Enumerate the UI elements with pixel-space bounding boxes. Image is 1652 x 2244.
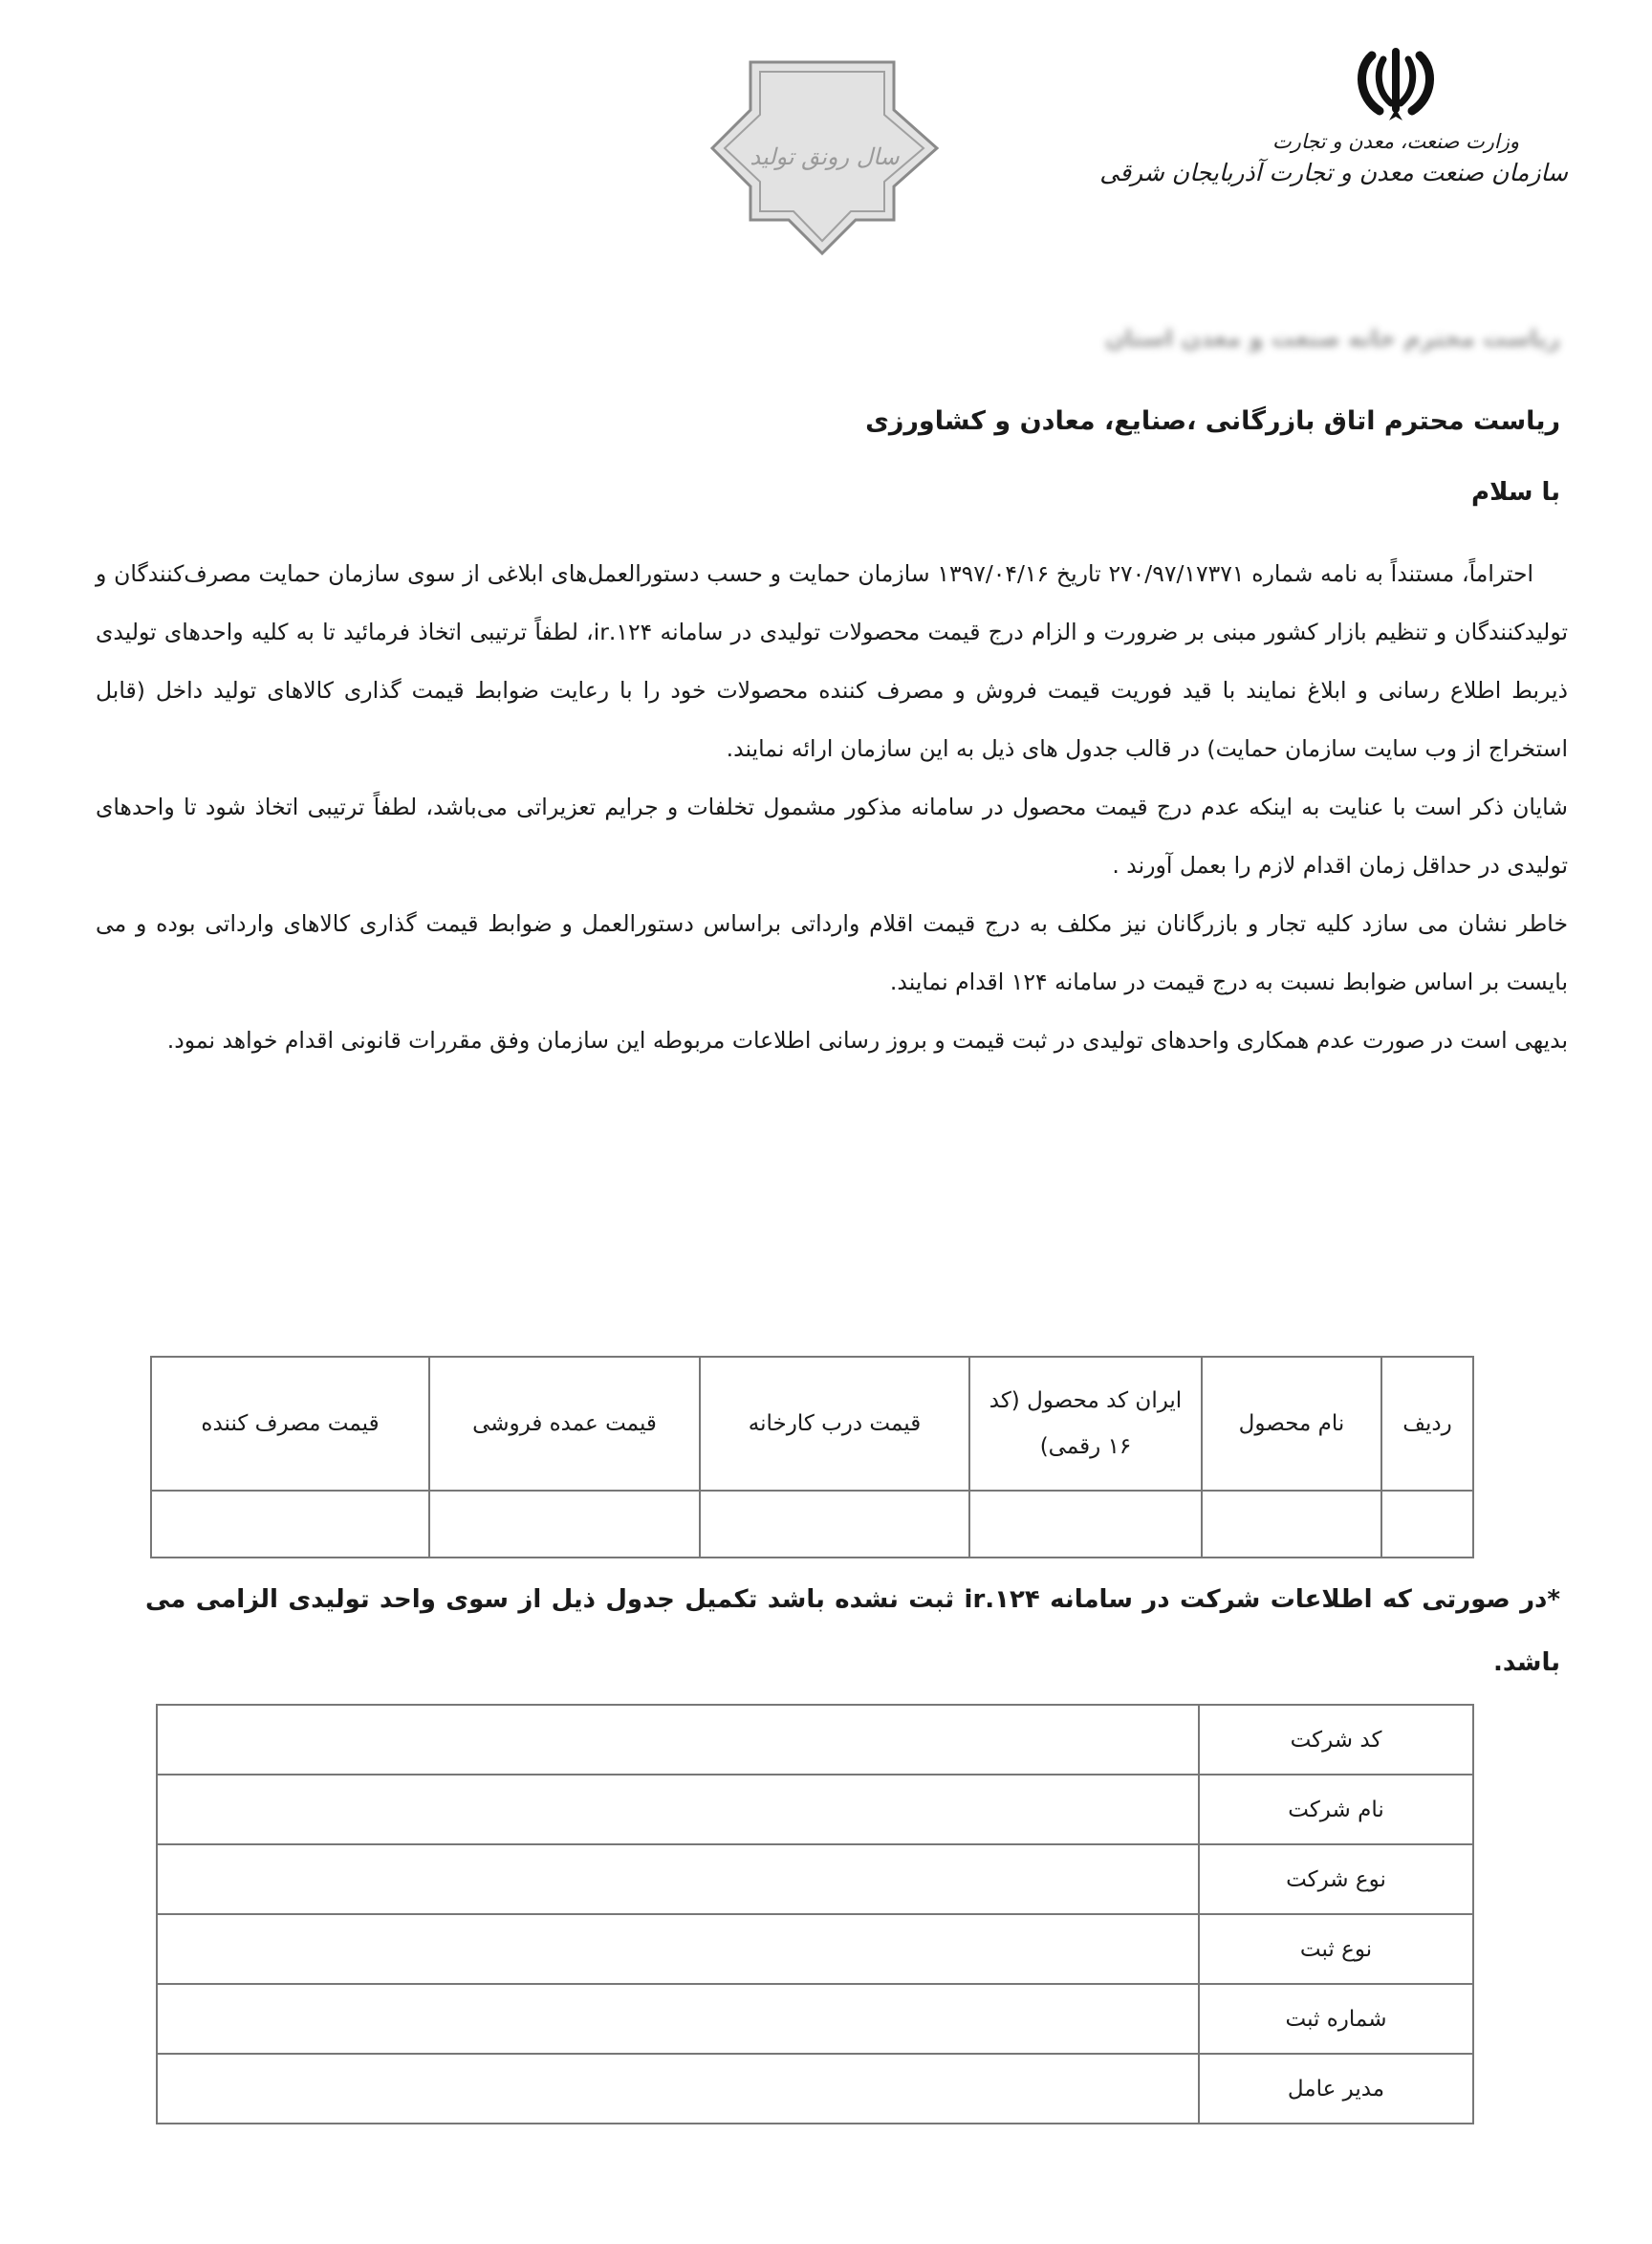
value-company-name[interactable]: [157, 1775, 1199, 1844]
label-ceo: مدیر عامل: [1199, 2054, 1473, 2124]
slogan-emblem: [698, 53, 951, 272]
label-company-name: نام شرکت: [1199, 1775, 1473, 1844]
ministry-name: وزارت صنعت، معدن و تجارت: [1272, 130, 1520, 153]
company-info-table: [156, 1704, 1474, 2124]
body-paragraph: شایان ذکر است با عنایت به اینکه عدم درج قیمت محصول در سامانه مذکور مشمول تخلفات و جرایم تعزیراتی می‌باشد، لطفاً ترتیبی اتخاذ شود تا واحدهای تولیدی در حداقل زمان اقدام لازم را بعمل آورند .: [96, 794, 1568, 879]
cell-row-number[interactable]: [1381, 1491, 1473, 1558]
slogan-text: سال رونق تولید: [750, 143, 900, 170]
value-company-type[interactable]: [157, 1844, 1199, 1914]
organization-name: سازمان صنعت معدن و تجارت آذربایجان شرقی: [1099, 159, 1568, 186]
recipient-blurred: ریاست محترم خانه صنعت و معدن استان: [1104, 325, 1560, 352]
salutation: با سلام: [1471, 478, 1560, 507]
registration-note: [145, 1568, 1560, 1694]
label-registration-number: شماره ثبت: [1199, 1984, 1473, 2054]
column-header-consumer-price: قیمت مصرف کننده: [151, 1357, 429, 1491]
cell-factory-price[interactable]: [700, 1491, 969, 1558]
cell-consumer-price[interactable]: [151, 1491, 429, 1558]
cell-product-name[interactable]: [1202, 1491, 1381, 1558]
recipient-heading: ریاست محترم اتاق بازرگانی ،صنایع، معادن و کشاورزی: [865, 406, 1560, 436]
product-price-table: [150, 1356, 1474, 1558]
label-registration-type: نوع ثبت: [1199, 1914, 1473, 1984]
table-header-row: [151, 1357, 1473, 1491]
body-paragraph: خاطر نشان می سازد کلیه تجار و بازرگانان نیز مکلف به درج قیمت اقلام وارداتی براساس دستورالعمل و ضوابط قیمت گذاری کالاهای وارداتی بوده و می بایست بر اساس ضوابط نسبت به درج قیمت در سامانه ۱۲۴ اقدام نمایند.: [96, 910, 1568, 995]
column-header-product-name: نام محصول: [1202, 1357, 1381, 1491]
label-company-code: کد شرکت: [1199, 1705, 1473, 1775]
column-header-factory-price: قیمت درب کارخانه: [700, 1357, 969, 1491]
value-registration-type[interactable]: [157, 1914, 1199, 1984]
column-header-row-number: ردیف: [1381, 1357, 1473, 1491]
value-company-code[interactable]: [157, 1705, 1199, 1775]
table-row: [157, 1914, 1473, 1984]
note-text: *در صورتی که اطلاعات شرکت در سامانه ۱۲۴.ir ثبت نشده باشد تکمیل جدول ذیل از سوی واحد تولیدی الزامی می باشد.: [145, 1585, 1560, 1677]
table-row: [157, 1705, 1473, 1775]
body-paragraph: بدیهی است در صورت عدم همکاری واحدهای تولیدی در ثبت قیمت و بروز رسانی اطلاعات مربوطه این سازمان وفق مقررات قانونی اقدام خواهد نمود.: [166, 1027, 1568, 1054]
body-paragraph: احتراماً، مستنداً به نامه شماره ۲۷۰/۹۷/۱۷۳۷۱ تاریخ ۱۳۹۷/۰۴/۱۶ سازمان حمایت و حسب دستورالعمل‌های ابلاغی از سوی سازمان حمایت مصرف‌کنندگان و تولیدکنندگان و تنظیم بازار کشور مبنی بر ضرورت و الزام درج قیمت محصولات تولیدی در سامانه ۱۲۴.ir، لطفاً ترتیبی اتخاذ فرمائید تا به کلیه واحدهای تولیدی ذیربط اطلاع رسانی و ابلاغ نمایند با قید فوریت قیمت فروش و مصرف کننده محصولات خود را با رعایت ضوابط قیمت گذاری کالاهای تولید داخل (قابل استخراج از وب سایت سازمان حمایت) در قالب جدول های ذیل به این سازمان ارائه نمایند.: [96, 560, 1568, 762]
iran-emblem-icon: [1353, 48, 1439, 124]
cell-iran-code[interactable]: [969, 1491, 1202, 1558]
table-row: [157, 1844, 1473, 1914]
value-ceo[interactable]: [157, 2054, 1199, 2124]
table-row: [157, 1984, 1473, 2054]
value-registration-number[interactable]: [157, 1984, 1199, 2054]
column-header-iran-code: ایران کد محصول (کد ۱۶ رقمی): [969, 1357, 1202, 1491]
column-header-wholesale-price: قیمت عمده فروشی: [429, 1357, 700, 1491]
label-company-type: نوع شرکت: [1199, 1844, 1473, 1914]
letter-body: [96, 545, 1568, 1070]
ministry-header: [1099, 48, 1568, 220]
table-row: [157, 2054, 1473, 2124]
table-row: [157, 1775, 1473, 1844]
cell-wholesale-price[interactable]: [429, 1491, 700, 1558]
table-row: [151, 1491, 1473, 1558]
